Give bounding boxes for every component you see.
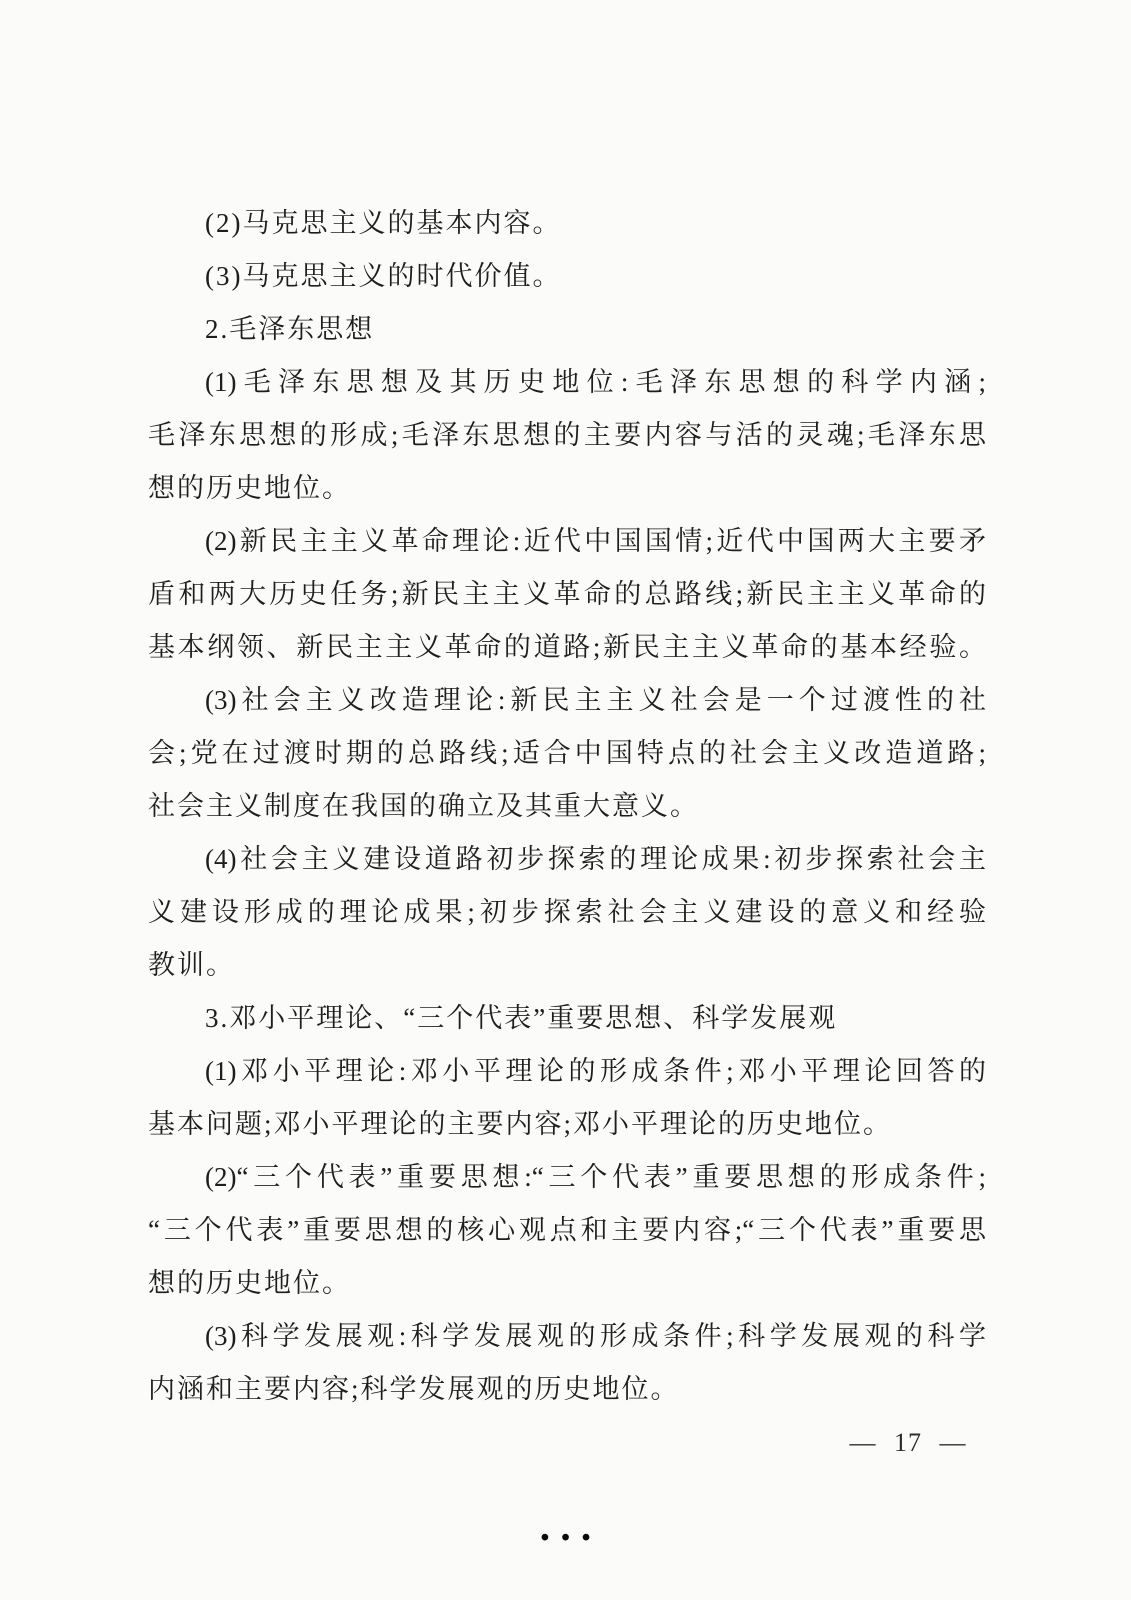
text-line: 想的历史地位。 xyxy=(148,473,351,503)
text-line: 毛泽东思想的形成;毛泽东思想的主要内容与活的灵魂;毛泽东思 xyxy=(148,420,986,450)
text-line: 社会主义制度在我国的确立及其重大意义。 xyxy=(148,791,699,821)
text-line: 会;党在过渡时期的总路线;适合中国特点的社会主义改造道路; xyxy=(148,738,986,768)
paragraph xyxy=(148,992,986,1045)
paragraph xyxy=(148,1310,986,1416)
paragraph xyxy=(148,674,986,833)
text-line: 2.毛泽东思想 xyxy=(205,314,375,344)
text-line: “三个代表”重要思想的核心观点和主要内容;“三个代表”重要思 xyxy=(148,1215,986,1245)
paragraph xyxy=(148,197,986,250)
text-line: (4)社会主义建设道路初步探索的理论成果:初步探索社会主 xyxy=(205,844,986,874)
paragraph xyxy=(148,303,986,356)
footer-dots: ••• xyxy=(538,1526,600,1552)
text-line: (1)毛泽东思想及其历史地位:毛泽东思想的科学内涵; xyxy=(205,367,986,397)
page-number: — 17 — xyxy=(849,1428,967,1457)
paragraph xyxy=(148,356,986,515)
text-line: (3)科学发展观:科学发展观的形成条件;科学发展观的科学 xyxy=(205,1321,986,1351)
paragraph xyxy=(148,1151,986,1310)
text-line: (2)新民主主义革命理论:近代中国国情;近代中国两大主要矛 xyxy=(205,526,986,556)
text-line: 3.邓小平理论、“三个代表”重要思想、科学发展观 xyxy=(205,1003,838,1033)
text-line: 基本问题;邓小平理论的主要内容;邓小平理论的历史地位。 xyxy=(148,1109,893,1139)
paragraph xyxy=(148,250,986,303)
text-line: 义建设形成的理论成果;初步探索社会主义建设的意义和经验 xyxy=(148,897,986,927)
text-line: 内涵和主要内容;科学发展观的历史地位。 xyxy=(148,1374,680,1404)
document-body xyxy=(148,197,986,1416)
paragraph xyxy=(148,515,986,674)
text-line: (2)“三个代表”重要思想:“三个代表”重要思想的形成条件; xyxy=(205,1162,986,1192)
text-line: 基本纲领、新民主主义革命的道路;新民主主义革命的基本经验。 xyxy=(148,632,986,662)
text-line: 教训。 xyxy=(148,950,235,980)
text-line: 想的历史地位。 xyxy=(148,1268,351,1298)
text-line: 盾和两大历史任务;新民主主义革命的总路线;新民主主义革命的 xyxy=(148,579,986,609)
paragraph xyxy=(148,833,986,992)
text-line: (3)社会主义改造理论:新民主主义社会是一个过渡性的社 xyxy=(205,685,986,715)
text-line: (3)马克思主义的时代价值。 xyxy=(205,261,562,291)
text-line: (1)邓小平理论:邓小平理论的形成条件;邓小平理论回答的 xyxy=(205,1056,986,1086)
paragraph xyxy=(148,1045,986,1151)
text-line: (2)马克思主义的基本内容。 xyxy=(205,208,562,238)
